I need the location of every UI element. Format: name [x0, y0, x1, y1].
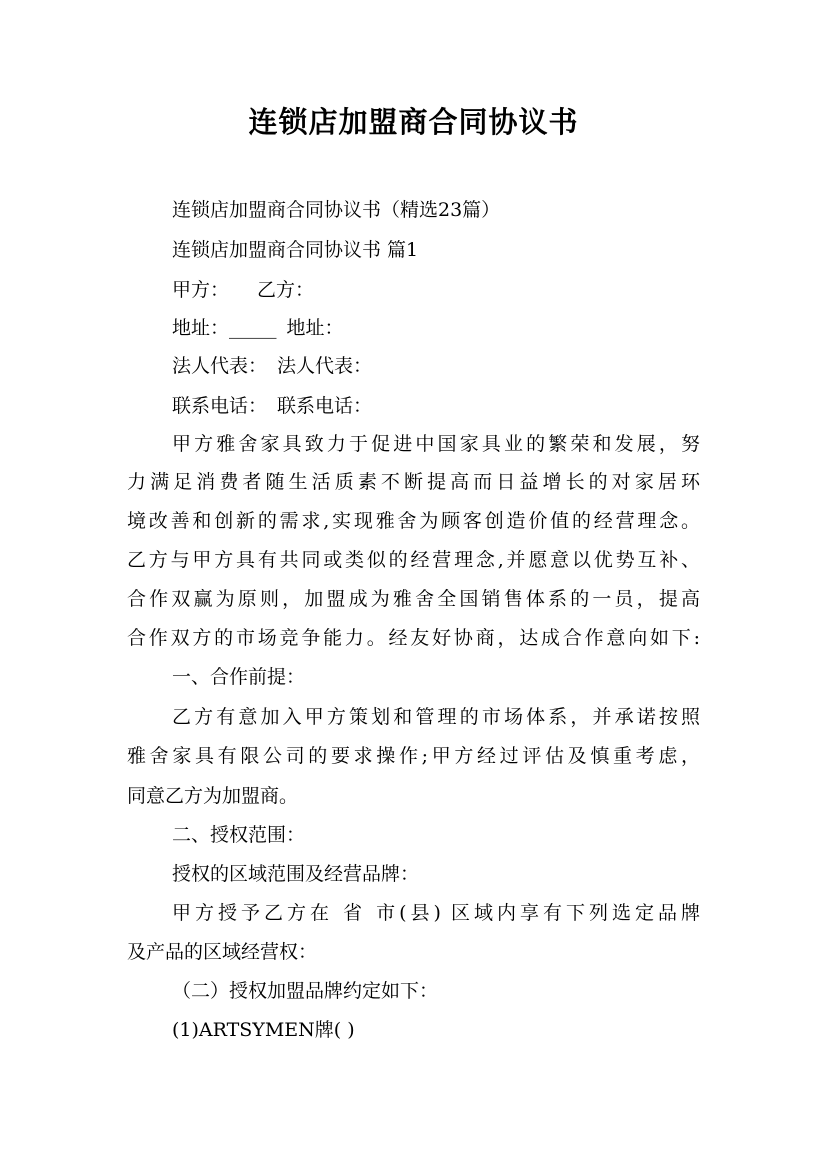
paragraph-line: 合作双方的市场竞争能力。经友好协商，达成合作意向如下:: [127, 627, 700, 649]
address-a-label: 地址：_____: [172, 317, 277, 339]
paragraph-line: 甲方授予乙方在 省 市(县) 区域内享有下列选定品牌: [172, 902, 700, 924]
legal-rep-b-label: 法人代表：: [277, 355, 373, 377]
legal-rep-a-label: 法人代表：: [172, 355, 268, 377]
document-title: 连锁店加盟商合同协议书: [248, 105, 579, 139]
paragraph-line: 及产品的区域经营权：: [127, 941, 318, 963]
phone-b-label: 联系电话：: [277, 395, 373, 417]
party-a-label: 甲方：: [172, 279, 230, 301]
party-row: [172, 278, 314, 302]
paragraph-line: 力满足消费者随生活质素不断提高而日益增长的对家居环: [127, 471, 700, 493]
brand-heading: （二）授权加盟品牌约定如下：: [172, 980, 439, 1002]
paragraph-line: 雅舍家具有限公司的要求操作;甲方经过评估及慎重考虑，: [127, 745, 700, 767]
heading-cooperation-premise: 一、合作前提：: [172, 666, 306, 688]
document-subtitle: 连锁店加盟商合同协议书（精选23篇）: [172, 199, 501, 221]
phone-a-label: 联系电话：: [172, 395, 268, 417]
paragraph-line: 境改善和创新的需求,实现雅舍为顾客创造价值的经营理念。: [127, 510, 700, 532]
scope-line: 授权的区域范围及经营品牌：: [172, 863, 420, 885]
address-b-label: 地址：: [286, 317, 344, 339]
paragraph-line: 甲方雅舍家具致力于促进中国家具业的繁荣和发展，努: [172, 433, 700, 455]
section-heading: 连锁店加盟商合同协议书 篇1: [172, 239, 419, 261]
brand-item: (1)ARTSYMEN牌( ): [172, 1019, 355, 1041]
address-row: [172, 316, 344, 340]
paragraph-line: 乙方有意加入甲方策划和管理的市场体系，并承诺按照: [172, 706, 700, 728]
paragraph-line: 同意乙方为加盟商。: [127, 785, 299, 807]
heading-authorization-scope: 二、授权范围：: [172, 824, 306, 846]
legal-rep-row: [172, 354, 372, 378]
paragraph-line: 乙方与甲方具有共同或类似的经营理念,并愿意以优势互补、: [127, 549, 700, 571]
party-b-label: 乙方：: [257, 279, 315, 301]
paragraph-line: 合作双赢为原则，加盟成为雅舍全国销售体系的一员，提高: [127, 588, 700, 610]
phone-row: [172, 394, 372, 418]
